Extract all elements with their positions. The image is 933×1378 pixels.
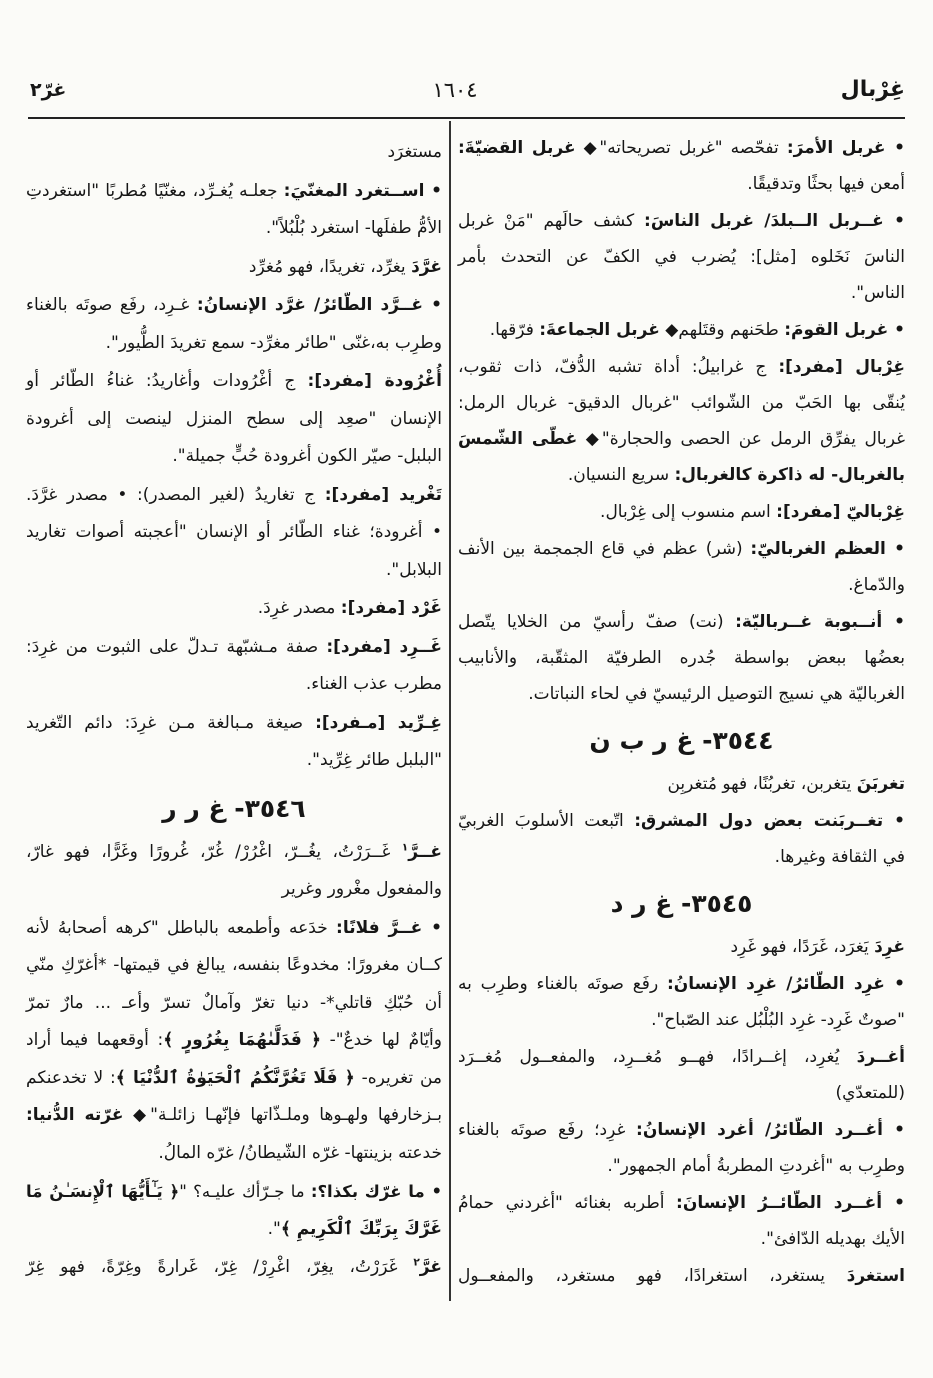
guide-word-right: غِرْبال [840, 77, 905, 102]
headword: غــرَّ [408, 841, 442, 862]
header-rule [28, 117, 905, 119]
dictionary-entry [26, 287, 442, 362]
entry-line [26, 1022, 442, 1060]
dictionary-entry [26, 705, 442, 780]
entry-line [458, 1112, 905, 1148]
entry-line [458, 239, 905, 275]
definition-text: مصدر غرِدَ. [257, 598, 341, 618]
entry-line [458, 1039, 905, 1075]
dictionary-entry [458, 1112, 905, 1184]
definition-text: "صوتٌ غَرِد- غرِد البُلْبُل عند الصّباح". [651, 1010, 905, 1030]
entry-line [26, 910, 442, 948]
entry-line [458, 1258, 905, 1294]
entry-line [458, 1075, 905, 1111]
entry-line [26, 590, 442, 628]
entry-line [26, 363, 442, 401]
dictionary-entry [26, 249, 442, 287]
entry-line [458, 531, 905, 567]
definition-text: رفَع صوتَه بالغناء وطرِب به [458, 974, 667, 994]
entry-line [26, 705, 442, 743]
definition-text: والمفعول مغْرور وغرير [281, 879, 442, 899]
entry-line [458, 385, 905, 421]
entry-line [26, 834, 442, 872]
entry-line [26, 629, 442, 667]
definition-text: يُغرِد، إغــرادًا، فهــو مُغــرِد، والمفعــول مُغــرَد [458, 1047, 857, 1067]
dictionary-entry [26, 363, 442, 476]
entry-line [458, 640, 905, 676]
entry-line [26, 947, 442, 985]
definition-text: ما جـرّأك عليـه؟ " [179, 1182, 311, 1201]
definition-text: اسم منسوب إلى غِرْبال. [600, 502, 777, 522]
definition-text: والدّماغ. [848, 575, 905, 595]
entry-line [458, 494, 905, 530]
headword: غِرْبال [مفرد]: [778, 357, 905, 377]
headword: • أغــرد الطّائرُ/ أغرد الإنسانُ: [636, 1120, 905, 1140]
definition-text: غَــرَرْتُ، يغُــرّ، اغْرُرْ/ غُرّ، غُرورًا وغَرًّا، فهو غارّ، [26, 841, 402, 862]
headword: غطّى الشّمسَ [458, 429, 578, 449]
entry-line [26, 210, 442, 248]
definition-text: غرِد؛ رفَع صوتَه بالغناء [458, 1120, 637, 1140]
entry-line [26, 871, 442, 909]
entry-line [458, 349, 905, 385]
headword: • العظم الغرباليّ: [750, 539, 905, 559]
headword: • أنــبوبة غــرباليّة: [735, 612, 905, 632]
quran-verse: ﴿ فَدَلَّىٰهُمَا بِغُرُورٍ ﴾ [163, 1030, 321, 1050]
definition-text: يُنقّى بها الحَبّ من الشّوائب "غربال الدقيق- غربال الرمل: [458, 393, 905, 413]
entry-line [458, 1185, 905, 1221]
definition-text: صفة مـشبّهة تـدلّ على الثبوت من غرِدَ: [26, 636, 327, 657]
entry-line [458, 604, 905, 640]
dictionary-entry [26, 834, 442, 909]
definition-text: غَرَرْتُ، يغِرّ، اغْرِرْ/ غِرّ، غَرارةً وغِرّةً، فهو غِرّ [26, 1257, 414, 1277]
dictionary-entry [458, 1258, 905, 1294]
headword: تَغْريد [مفرد]: [324, 484, 442, 505]
entry-line [26, 1211, 442, 1249]
dictionary-entry [26, 477, 442, 590]
definition-text: الأيك بهديله الدّافئ". [760, 1229, 905, 1249]
entry-line [458, 803, 905, 839]
quran-verse: ﴿ يَـٰٓأَيُّهَا ٱلْإِنسَـٰنُ مَا [26, 1182, 180, 1201]
headword: غرَّدَ [411, 256, 442, 277]
definition-text: ج غرابيلُ: أداة تشبه الدُّفّ، ذات ثقوب، [458, 357, 779, 377]
dictionary-entry [26, 134, 442, 172]
entry-line [458, 766, 905, 802]
definition-text: ج أغْرُودات وأغاريدُ: غناءُ الطّائر أو [26, 371, 308, 391]
definition-text: (للمتعدّي) [835, 1083, 905, 1103]
definition-text: جعلـه يُغـرِّد، مغنّيًا مُطربًا "استغردتِ [26, 180, 284, 201]
definition-text: خدعته بزينتها- غرّه الشّيطانُ/ غرّه المالُ. [158, 1142, 442, 1163]
entry-line [26, 666, 442, 704]
entry-line [458, 1221, 905, 1257]
definition-text: تفحّصه "غربل تصريحاته"◆ [575, 138, 787, 158]
entry-line [26, 985, 442, 1023]
entry-line [458, 1148, 905, 1184]
headword: أُغْرُودة [مفرد]: [307, 371, 442, 391]
definition-text: بعضُها ببعض بواسطة جُدره الطرفيّة المثقّبة، والأنابيب [458, 648, 905, 668]
entry-line [458, 839, 905, 875]
definition-text: وطرِب به "أغردتِ المطربةُ أمام الجمهور". [607, 1156, 905, 1176]
entry-line [26, 1249, 442, 1287]
entry-line [458, 1002, 905, 1038]
dictionary-entry [26, 1249, 442, 1287]
definition-text: كــان مغرورًا: مخدوعًا بنفسه، يبالغ في قيمتها- *أغرّكِ منّي [26, 955, 442, 975]
entry-line [26, 1060, 442, 1098]
dictionary-entry [458, 1039, 905, 1111]
entry-line [26, 514, 442, 552]
entry-line [26, 1097, 442, 1135]
root-heading: ٣٥٤٥- غ ر د [610, 889, 753, 918]
definition-text: الإنسان "صعِد إلى سطح المنزل لينصت إلى أغرودة [26, 408, 442, 429]
definition-text: أن حُبّكِ قاتلي*- دنيا تغرّ وآمالٌ تسرّ وأعـ ... مارٌ تمرّ [26, 992, 442, 1013]
headword: غربل الجماعةَ: [539, 320, 660, 340]
headword: غَرْد [مفرد]: [340, 598, 442, 618]
definition-text: وطرِب به،غنّى "طائر مغرِّد- سمع تغريدَ الطُّيور". [105, 332, 442, 353]
definition-text: الغرباليّة هي نسيج التوصيل الرئيسيّ في لحاء النباتات. [528, 684, 905, 704]
dictionary-entry [26, 629, 442, 704]
definition-text: طحَنهم وقتَلهم◆ [659, 320, 785, 340]
definition-text: أمعن فيها بحثًا وتدقيقًا. [747, 174, 905, 194]
entry-line [26, 249, 442, 287]
definition-text: (نت) صفّ رأسيّ من الخلايا يتّصل [458, 612, 736, 632]
definition-text: في الثقافة وغيرها. [774, 847, 905, 867]
definition-text: الناسَ نَخَلوه [مثل]: يُضرب في الكفّ عن التحدث بأمر [458, 247, 905, 267]
dictionary-entry [458, 929, 905, 965]
entry-line [26, 1135, 442, 1173]
headword: • تغــربَنت بعض دول المشرق: [634, 811, 905, 831]
definition-text: • أغرودة؛ غناء الطّائر أو الإنسان "أعجبته أصوات تغاريد [26, 522, 442, 542]
definition-text: أطربه بغنائه "أغردني حمامُ [458, 1193, 677, 1213]
definition-text: وأيّامٌ لها خدعٌ"- [320, 1030, 442, 1050]
definition-text: يستغرد، استغرادًا، فهو مستغرد، والمفعــول [458, 1266, 847, 1286]
definition-text: يتغربن، تغربُنًا، فهو مُتغربِن [667, 774, 857, 794]
headword: بالغربال- له ذاكرة كالغربال: [674, 465, 905, 485]
headword: غِرْباليّ [مفرد]: [776, 502, 905, 522]
entry-line [458, 421, 905, 457]
headword: • اســتغرد المغنّيَ: [283, 180, 442, 201]
entry-line [458, 275, 905, 311]
entry-line [458, 203, 905, 239]
definition-text: مطرب عذب الغناء. [305, 674, 442, 694]
dictionary-entry [458, 966, 905, 1038]
definition-text: البلبل- صيّر الكون أغرودة حُبٍّ جميلة". [172, 446, 442, 466]
dictionary-entry [458, 494, 905, 530]
entry-line [458, 929, 905, 965]
entry-line [26, 325, 442, 363]
sense-number: ١ [401, 840, 409, 853]
dictionary-entry [26, 1173, 442, 1248]
dictionary-entry [458, 130, 905, 202]
definition-text: ج تغاريدُ (لغير المصدر): • مصدر غرَّدَ. [26, 484, 325, 505]
definition-text: غربال يفرِّق الرمل عن الحصى والحجارة"◆ [577, 429, 905, 449]
dictionary-entry [26, 590, 442, 628]
dictionary-entry [26, 173, 442, 248]
entry-line [458, 130, 905, 166]
headword: غرّته الدُّنيا: [26, 1105, 124, 1125]
definition-text: صيغة مـبالغة مـن غرِدَ: دائم التّغريد [26, 712, 316, 733]
definition-text: : أوقعهما فيما أراد [26, 1030, 164, 1050]
dictionary-entry [458, 312, 905, 348]
dictionary-entry [458, 803, 905, 875]
headword: غربل القضيّةَ: [458, 138, 576, 158]
headword: غَــرِد [مفرد]: [326, 636, 442, 657]
definition-text: بـزخارفها ولهـوها وملـذّاتها فإنّهـا زائلـة"◆ [123, 1105, 442, 1125]
dictionary-entry [458, 349, 905, 493]
column-divider [449, 121, 451, 1301]
headword: • غربل الأمرَ: [786, 138, 905, 158]
definition-text: اتّبعت الأسلوبَ الغربيّ [458, 811, 635, 831]
definition-text: خدَعه وأطمعه بالباطل "كرهه أصحابهُ لأنه [26, 917, 337, 938]
entry-line [458, 676, 905, 712]
headword: تغربَنَ [856, 774, 905, 794]
entry-line [26, 134, 442, 172]
headword: • غــرَّد الطّائرُ/ غرَّد الإنسانُ: [196, 295, 443, 315]
headword: • غــربل الــبلدَ/ غربل الناسَ: [644, 211, 905, 231]
headword: • أغــرد الطّائــرُ الإنسانَ: [676, 1193, 905, 1213]
entry-line [26, 287, 442, 325]
definition-text: كشف حالَهم "مَنْ غربل [458, 211, 645, 231]
dictionary-entry [458, 531, 905, 603]
definition-text: سريع النسيان. [567, 465, 675, 485]
definition-text: ". [267, 1218, 281, 1239]
headword: • غربل القومَ: [784, 320, 905, 340]
definition-text: "البلبل طائر غِرِّيد". [306, 750, 442, 770]
definition-text: البلابل". [385, 559, 442, 580]
definition-text: مستغرَد [387, 142, 442, 162]
headword: غرِدَ [874, 937, 905, 957]
definition-text: الناس". [850, 283, 905, 303]
definition-text: غـرِد، رفَع صوتَه بالغناء [26, 295, 197, 315]
dictionary-entry [458, 604, 905, 712]
definition-text: يغرِّد، تغريدًا، فهو مُغرِّد [248, 256, 412, 277]
headword: • غــرَّ فلانًا: [336, 917, 442, 938]
entry-line [26, 742, 442, 780]
definition-text: فرّقها. [489, 320, 540, 340]
entry-line [458, 567, 905, 603]
dictionary-entry [26, 910, 442, 1173]
entry-line [458, 166, 905, 202]
entry-line [458, 966, 905, 1002]
headword: غرَّ [419, 1257, 442, 1277]
right-column [458, 130, 905, 1294]
quran-verse: ﴿ فَلَا تَغُرَّنَّكُمُ ٱلْحَيَوٰةُ ٱلدُّنْيَا ﴾ [115, 1067, 355, 1088]
definition-text: : لا تخدعنكم [26, 1067, 116, 1088]
headword: • غرِد الطّائرُ/ غرِد الإنسانُ: [666, 974, 906, 994]
entry-line [26, 401, 442, 439]
root-heading: ٣٥٤٦- غ ر ر [162, 793, 306, 823]
left-column [26, 134, 442, 1287]
entry-line [458, 312, 905, 348]
sense-number: ٢ [413, 1256, 420, 1269]
entry-line [458, 457, 905, 493]
definition-text: الأمُّ طفلَها- استغرد بُلْبُلاً". [265, 218, 442, 238]
entry-line [26, 438, 442, 476]
root-heading: ٣٥٤٤- غ ر ب ن [589, 726, 774, 755]
entry-line [26, 173, 442, 211]
dictionary-entry [458, 766, 905, 802]
entry-line [26, 552, 442, 590]
definition-text: يَغرَد، غَرَدًا، فهو غَرِد [730, 937, 875, 957]
definition-text: من تغريره- [354, 1067, 442, 1088]
guide-word-left: غرّ٢ [30, 79, 67, 101]
headword: • ما غرّك بكذا؟: [310, 1182, 443, 1201]
headword: أغــردَ [856, 1047, 905, 1067]
dictionary-entry [458, 203, 905, 311]
definition-text: (شر) عظم في قاع الجمجمة بين الأنف [458, 539, 751, 559]
page-number: ١٦٠٤ [432, 78, 478, 102]
entry-line [26, 477, 442, 515]
headword: استغردَ [846, 1266, 905, 1286]
headword: غِـرِّيد [مـفرد]: [315, 712, 442, 733]
entry-line [26, 1173, 442, 1211]
dictionary-entry [458, 1185, 905, 1257]
quran-verse: غَرَّكَ بِرَبِّكَ ٱلْكَرِيمِ ﴾ [280, 1218, 442, 1239]
